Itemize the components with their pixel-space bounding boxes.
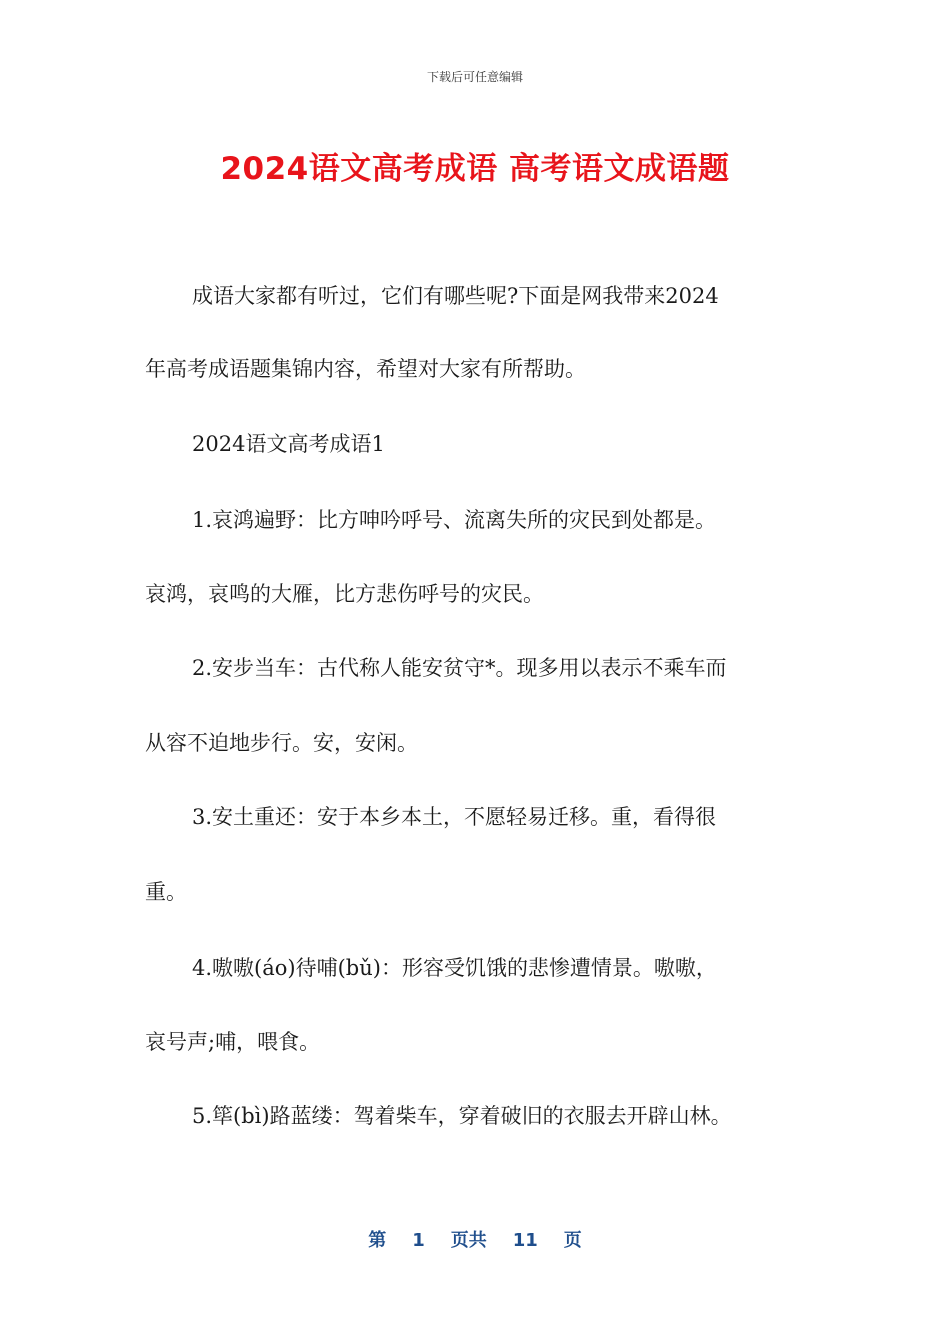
paragraph-line: 4.嗷嗷(áo)待哺(bǔ)：形容受饥饿的悲惨遭情景。嗷嗷， (192, 956, 717, 980)
footer-page-number: 1 (412, 1230, 425, 1251)
page-footer (0, 1226, 950, 1252)
paragraph-line: 2024语文高考成语1 (192, 432, 385, 456)
paragraph-line: 5.筚(bì)路蓝缕：驾着柴车，穿着破旧的衣服去开辟山林。 (192, 1104, 732, 1128)
footer-mid: 页共 (450, 1230, 487, 1251)
document-title: 2024语文高考成语 高考语文成语题 (220, 151, 730, 187)
paragraph-line: 成语大家都有听过，它们有哪些呢?下面是网我带来2024 (192, 284, 719, 308)
paragraph-line: 3.安土重还：安于本乡本土，不愿轻易迁移。重，看得很 (192, 805, 717, 829)
header-note: 下载后可任意编辑 (426, 70, 523, 84)
paragraph-line: 从容不迫地步行。安，安闲。 (145, 731, 418, 755)
paragraph-line: 哀鸿，哀鸣的大雁，比方悲伤呼号的灾民。 (145, 582, 544, 606)
paragraph-line: 年高考成语题集锦内容，希望对大家有所帮助。 (145, 357, 586, 381)
footer-suffix: 页 (563, 1230, 582, 1251)
paragraph-line: 重。 (145, 880, 187, 904)
paragraph-line: 1.哀鸿遍野：比方呻吟呼号、流离失所的灾民到处都是。 (192, 508, 717, 532)
footer-prefix: 第 (368, 1230, 387, 1251)
footer-total-pages: 11 (512, 1230, 538, 1251)
paragraph-line: 2.安步当车：古代称人能安贫守*。现多用以表示不乘车而 (192, 656, 727, 680)
paragraph-line: 哀号声;哺，喂食。 (145, 1030, 321, 1054)
